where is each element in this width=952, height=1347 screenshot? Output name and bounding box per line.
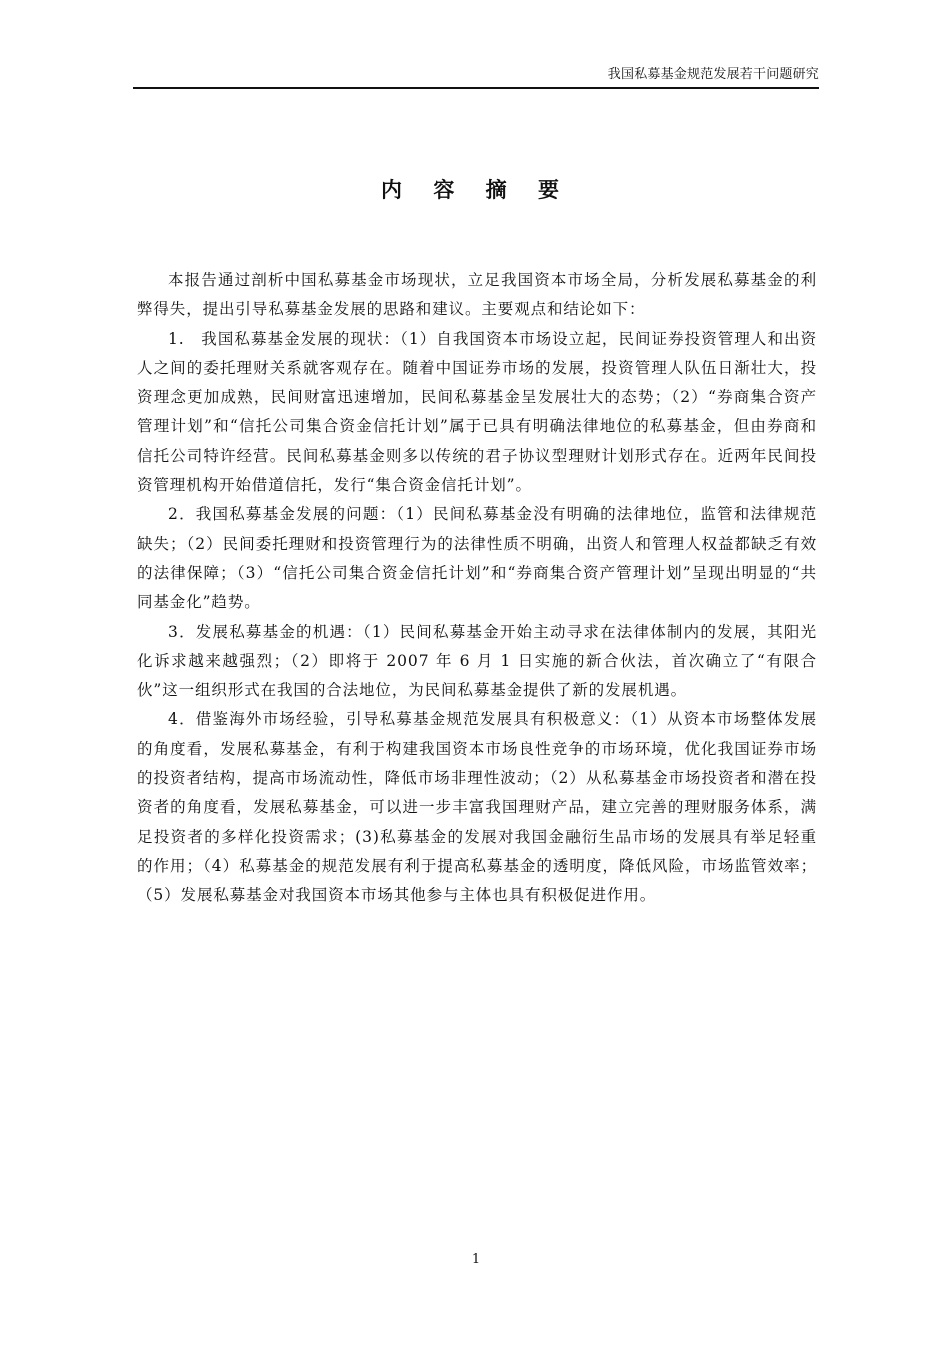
page-number: 1 xyxy=(471,1252,481,1267)
abstract-body xyxy=(137,266,817,911)
running-header-title: 我国私募基金规范发展若干问题研究 xyxy=(607,67,819,82)
point-3-paragraph: 3．发展私募基金的机遇：（1）民间私募基金开始主动寻求在法律体制内的发展，其阳光化诉求越来越强烈；（2）即将于 2007 年 6 月 1 日实施的新合伙法，首次确立了“有限合伙”这一组织形式在我国的合法地位，为民间私募基金提供了新的发展机遇。 xyxy=(137,622,817,700)
point-1-paragraph: 1. 我国私募基金发展的现状：（1）自我国资本市场设立起，民间证券投资管理人和出资人之间的委托理财关系就客观存在。随着中国证券市场的发展，投资管理人队伍日渐壮大，投资理念更加成熟，民间财富迅速增加，民间私募基金呈发展壮大的态势；（2）“券商集合资产管理计划”和“信托公司集合资金信托计划”属于已具有明确法律地位的私募基金，但由券商和信托公司特许经营。民间私募基金则多以传统的君子协议型理财计划形式存在。近两年民间投资管理机构开始借道信托，发行“集合资金信托计划”。 xyxy=(137,329,817,495)
abstract-title: 内 容 摘 要 xyxy=(381,178,571,202)
page-header xyxy=(133,66,819,90)
point-2-paragraph: 2．我国私募基金发展的问题：（1）民间私募基金没有明确的法律地位，监管和法律规范缺失；（2）民间委托理财和投资管理行为的法律性质不明确，出资人和管理人权益都缺乏有效的法律保障；（3）“信托公司集合资金信托计划”和“券商集合资产管理计划”呈现出明显的“共同基金化”趋势。 xyxy=(137,505,817,612)
header-rule xyxy=(133,87,819,89)
intro-paragraph: 本报告通过剖析中国私募基金市场现状，立足我国资本市场全局，分析发展私募基金的利弊得失，提出引导私募基金发展的思路和建议。主要观点和结论如下： xyxy=(137,271,817,319)
point-4-paragraph: 4．借鉴海外市场经验，引导私募基金规范发展具有积极意义：（1）从资本市场整体发展的角度看，发展私募基金，有利于构建我国资本市场良性竞争的市场环境，优化我国证券市场的投资者结构，提高市场流动性，降低市场非理性波动；（2）从私募基金市场投资者和潜在投资者的角度看，发展私募基金，可以进一步丰富我国理财产品，建立完善的理财服务体系，满足投资者的多样化投资需求；(3)私募基金的发展对我国金融衍生品市场的发展具有举足轻重的作用；（4）私募基金的规范发展有利于提高私募基金的透明度，降低风险，市场监管效率；（5）发展私募基金对我国资本市场其他参与主体也具有积极促进作用。 xyxy=(137,710,817,905)
